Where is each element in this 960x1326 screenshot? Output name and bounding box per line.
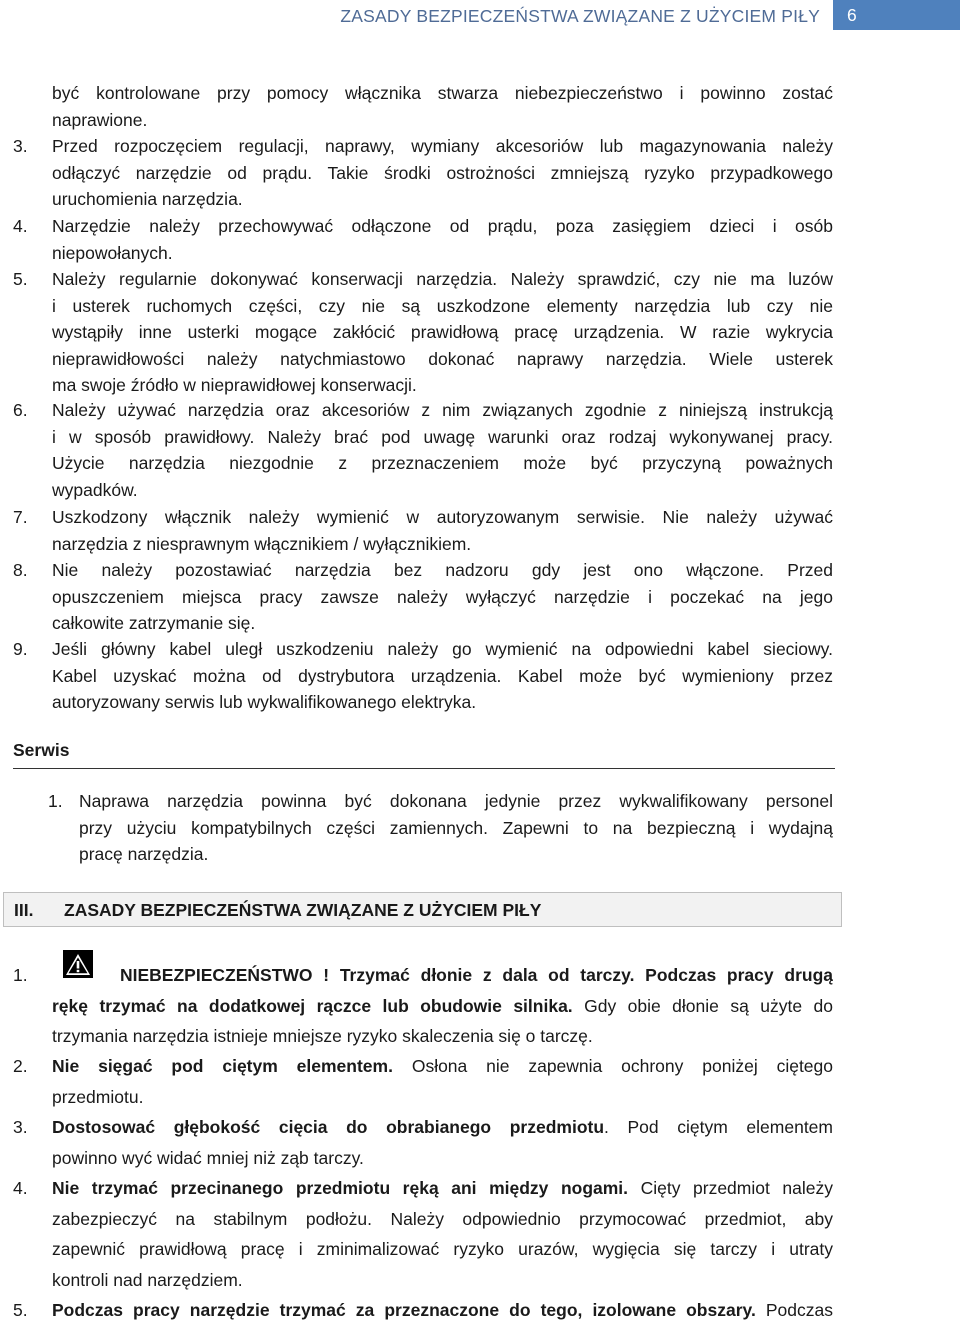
page-number: 6 [833,0,960,30]
text-line: wystąpiły inne usterki mogące zakłócić prawidłową pracę urządzenia. W razie wykrycia [52,322,833,342]
text-line: przy użyciu kompatybilnych części zamiennych. Zapewni to na bezpieczną i wydajną [79,817,833,838]
text-line: być kontrolowane przy pomocy włącznika stwarza niebezpieczeństwo i powinno zostać [52,83,833,103]
text-run: . Pod ciętym elementem [604,1117,833,1137]
text-line: i usterek ruchomych części, czy nie są uszkodzone elementy narzędzia lub czy nie [52,295,833,316]
text-line [52,1173,833,1204]
bold-instruction: Podczas pracy narzędzie trzymać za przeznaczone do tego, izolowane obszary. [52,1300,756,1320]
text-line [52,960,833,991]
text-line [52,991,833,1022]
text-line: narzędzia z niesprawnym włącznikiem / wyłącznikiem. [52,533,472,554]
list-number: 6. [13,400,28,420]
running-title: ZASADY BEZPIECZEŃSTWA ZWIĄZANE Z UŻYCIEM PIŁY [340,6,820,26]
text-line: przedmiotu. [52,1086,144,1107]
text-run: Osłona nie zapewnia ochrony poniżej ciętego [392,1056,833,1076]
list-number: 5. [13,269,28,289]
text-line: Jeśli główny kabel uległ uszkodzeniu należy go wymienić na odpowiedni kabel sieciowy. [52,639,833,659]
list-number: 3. [13,1117,28,1137]
text-line: pracę narzędzia. [79,844,209,864]
text-line: wypadków. [52,479,138,500]
list-number: 1. [13,965,28,985]
list-number: 7. [13,507,28,527]
text-line: powinno wyć widać mniej niż ząb tarczy. [52,1147,364,1168]
text-line: opuszczeniem miejsca pracy zawsze należy wyłączyć narzędzie i poczekać na jego [52,586,833,607]
text-line: naprawione. [52,109,148,130]
text-run: Podczas [755,1300,833,1320]
text-line: Przed rozpoczęciem regulacji, naprawy, wymiany akcesoriów lub magazynowania należy [52,136,833,156]
bold-instruction: Nie trzymać przecinanego przedmiotu ręką ani między nogami. [52,1178,629,1198]
page-header [0,0,960,32]
serwis-heading: Serwis [13,740,70,760]
list-number: 9. [13,639,28,659]
section-heading-box [3,892,842,927]
list-number: 4. [13,1178,28,1198]
text-line [52,1051,833,1082]
text-line: Należy regularnie dokonywać konserwacji narzędzia. Należy sprawdzić, czy nie ma luzów [52,269,833,289]
list-number: 8. [13,560,28,580]
bold-instruction: Nie sięgać pod ciętym elementem. [52,1056,393,1076]
bold-warning: NIEBEZPIECZEŃSTWO ! Trzymać dłonie z dala od tarczy. Podczas pracy drugą [120,965,833,985]
text-line: niepowołanych. [52,242,173,263]
text-run: Gdy obie dłonie są użyte do [572,995,833,1016]
text-line: zapewnić prawidłową pracę i zminimalizować ryzyko urazów, wygięcia się tarczy i utraty [52,1239,833,1259]
text-run: Cięty przedmiot należy [628,1178,833,1198]
text-line: odłączyć narzędzie od prądu. Takie środki ostrożności zmniejszą ryzyko przypadkowego [52,162,833,183]
text-line: trzymania narzędzia istnieje mniejsze ryzyko skaleczenia się o tarczę. [52,1026,593,1046]
text-line: nieprawidłowości należy natychmiastowo dokonać naprawy narzędzia. Wiele usterek [52,348,833,369]
list-number: 4. [13,216,28,236]
text-line: Uszkodzony włącznik należy wymienić w autoryzowanym serwisie. Nie należy używać [52,507,833,527]
section-title: ZASADY BEZPIECZEŃSTWA ZWIĄZANE Z UŻYCIEM PIŁY [64,900,542,920]
heading-rule [13,768,835,769]
text-line: całkowite zatrzymanie się. [52,613,256,633]
text-line: autoryzowany serwis lub wykwalifikowanego elektryka. [52,692,477,712]
text-line: Narzędzie należy przechowywać odłączone od prądu, poza zasięgiem dzieci i osób [52,216,833,236]
bold-instruction: Dostosować głębokość cięcia do obrabianego przedmiotu [52,1117,605,1137]
list-number: 2. [13,1056,28,1076]
text-line: Użycie narzędzia niezgodnie z przeznaczeniem może być przyczyną poważnych [52,453,833,473]
text-line: ma swoje źródło w nieprawidłowej konserwacji. [52,375,417,395]
list-number: 5. [13,1300,28,1320]
list-number: 3. [13,136,28,156]
text-line: Nie należy pozostawiać narzędzia bez nadzoru gdy jest ono włączone. Przed [52,560,833,580]
text-line: uruchomienia narzędzia. [52,189,243,209]
section-number: III. [14,900,34,920]
list-number: 1. [48,791,63,811]
text-line: Naprawa narzędzia powinna być dokonana jedynie przez wykwalifikowany personel [79,791,833,811]
bold-instruction: rękę trzymać na dodatkowej rączce lub obudowie silnika. [52,995,573,1016]
text-line: kontroli nad narzędziem. [52,1269,243,1290]
text-line: Kabel uzyskać można od dystrybutora urządzenia. Kabel może być wymieniony przez [52,665,833,686]
text-line: zabezpieczyć na stabilnym podłożu. Należy odpowiednio przymocować przedmiot, aby [52,1208,833,1229]
text-line: i w sposób prawidłowy. Należy brać pod uwagę warunki oraz rodzaj wykonywanej pracy. [52,426,833,447]
text-line: Należy używać narzędzia oraz akcesoriów z nim związanych zgodnie z niniejszą instrukcją [52,400,833,420]
text-line [52,1112,833,1143]
